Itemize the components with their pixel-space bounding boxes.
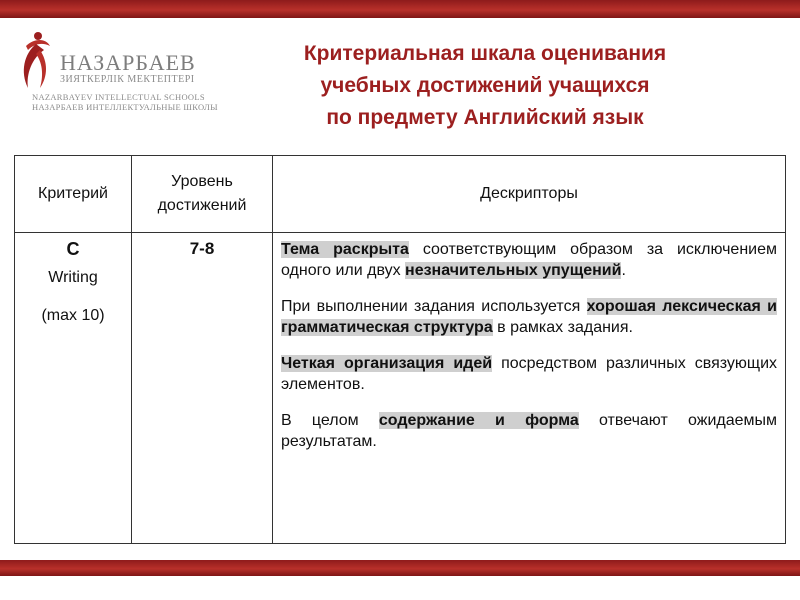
descriptor-3 [281,353,777,395]
descriptor-4-text-2: отвечают ожидаемым результатам. [281,412,778,450]
logo-name: НАЗАРБАЕВ [60,50,196,75]
rubric-table [14,155,786,544]
header-descriptors: Дескрипторы [273,156,786,233]
logo-russian: НАЗАРБАЕВ ИНТЕЛЛЕКТУАЛЬНЫЕ ШКОЛЫ [32,102,218,112]
title-line-2: учебных достижений учащихся [320,74,650,97]
descriptor-3-text-1: посредством различных связующих элементов. [281,355,778,393]
descriptor-1-text-1: соответствующим образом за исключением одного или двух [281,241,778,279]
descriptor-2-text-1: При выполнении задания используется [281,298,587,315]
level-cell: 7-8 [132,233,273,544]
criterion-letter: C [66,239,80,259]
descriptor-3-bold-1: Четкая организация идей [281,355,493,372]
descriptor-2-text-2: в рамках задания. [492,319,633,336]
table-row [15,233,786,544]
descriptor-1-text-2: . [621,262,626,279]
header-criterion: Критерий [15,156,132,233]
top-bar [0,0,800,18]
descriptor-1-bold-1: Тема раскрыта [281,241,409,258]
bottom-bar [0,560,800,576]
logo-emblem-icon [14,28,58,92]
descriptor-4 [281,410,777,452]
descriptor-2-bold-1: хорошая лексическая и грамматическая структура [281,298,777,336]
descriptors-cell [273,233,786,544]
header-row [15,156,786,233]
header-level: Уровень достижений [132,156,273,233]
criterion-cell [15,233,132,544]
descriptor-2 [281,296,777,338]
criterion-name: Writing [48,269,98,286]
descriptor-4-text-1: В целом [281,412,379,429]
page-title [220,38,750,134]
logo-english: NAZARBAYEV INTELLECTUAL SCHOOLS [32,92,205,102]
criterion-max: (max 10) [41,307,105,324]
descriptor-1 [281,239,777,281]
descriptor-1-bold-2: незначительных упущений [405,262,622,279]
logo-subtitle: ЗИЯТКЕРЛІК МЕКТЕПТЕРІ [60,74,195,85]
descriptor-4-bold-1: содержание и форма [378,412,579,429]
logo [14,28,218,118]
title-line-1: Критериальная шкала оценивания [303,42,667,65]
title-line-3: по предмету Английский язык [326,106,644,129]
